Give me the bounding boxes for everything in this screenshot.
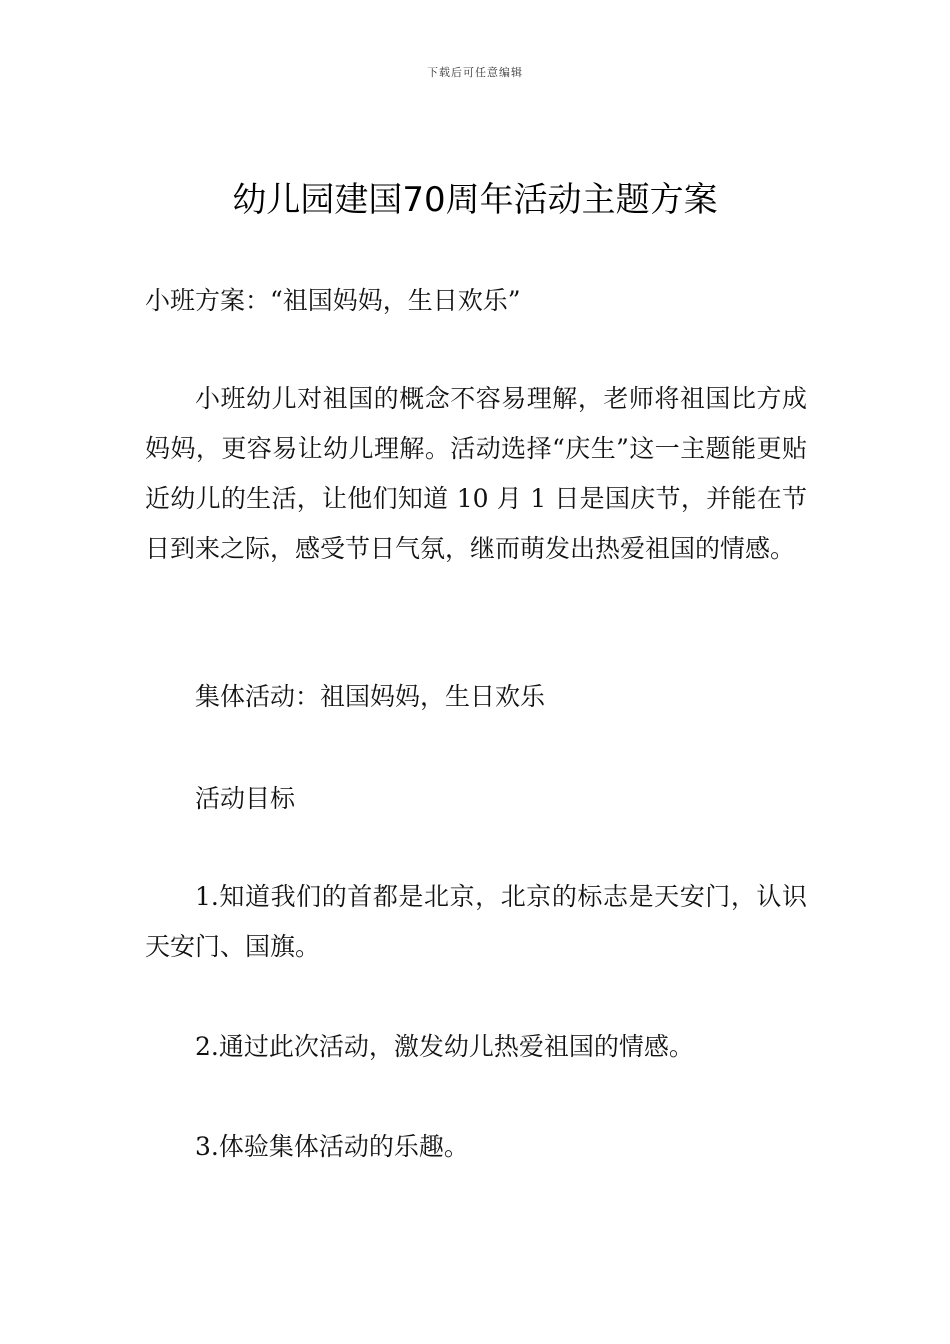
intro-paragraph: 小班幼儿对祖国的概念不容易理解，老师将祖国比方成妈妈，更容易让幼儿理解。活动选择“庆生”这一主题能更贴近幼儿的生活，让他们知道 10 月 1 日是国庆节，并能在节日到来之际，感受节日气氛，继而萌发出热爱祖国的情感。	[145, 384, 807, 563]
section-subtitle: 小班方案：“祖国妈妈，生日欢乐”	[145, 286, 521, 315]
goal-item-1: 1.知道我们的首都是北京，北京的标志是天安门，认识天安门、国旗。	[145, 882, 807, 961]
goal-item-2: 2.通过此次活动，激发幼儿热爱祖国的情感。	[195, 1032, 694, 1061]
goal-item-3: 3.体验集体活动的乐趣。	[195, 1132, 469, 1161]
header-note: 下载后可任意编辑	[427, 66, 523, 79]
document-title: 幼儿园建国70周年活动主题方案	[232, 180, 718, 220]
collective-activity-heading: 集体活动：祖国妈妈，生日欢乐	[195, 682, 546, 711]
goals-heading: 活动目标	[195, 784, 296, 813]
